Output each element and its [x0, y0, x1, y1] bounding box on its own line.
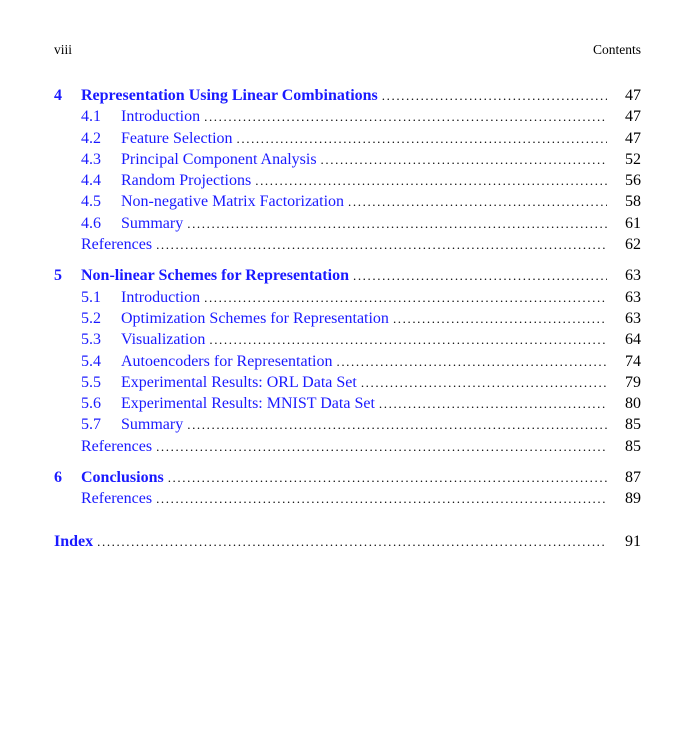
page-ref: 85 [625, 437, 641, 455]
leader-dots [156, 234, 607, 255]
leader-dots [353, 265, 607, 286]
chapter-title[interactable]: Conclusions [81, 469, 164, 487]
leader-dots [187, 213, 607, 234]
toc-section-4-6[interactable] [54, 213, 641, 234]
leader-dots [348, 191, 607, 212]
page-ref: 64 [625, 331, 641, 349]
leader-dots [321, 149, 607, 170]
chapter-title[interactable]: Representation Using Linear Combinations [81, 87, 378, 104]
section-number: 5.3 [81, 331, 101, 349]
references-link[interactable]: References [81, 236, 153, 254]
chapter-title[interactable]: Non-linear Schemes for Representation [81, 267, 349, 285]
page-ref: 85 [625, 416, 641, 434]
leader-dots [209, 329, 607, 350]
leader-dots [393, 308, 607, 329]
toc-references-6[interactable] [54, 488, 641, 509]
toc-section-4-4[interactable] [54, 170, 641, 191]
toc-references-5[interactable] [54, 436, 641, 457]
references-link[interactable]: References [81, 490, 153, 508]
toc-section-5-2[interactable] [54, 308, 641, 329]
page-ref: 74 [625, 352, 641, 370]
page-ref: 80 [625, 395, 641, 413]
toc-section-4-5[interactable] [54, 191, 641, 212]
references-link[interactable]: References [81, 437, 153, 455]
page-ref: 47 [625, 87, 641, 104]
toc-section-5-3[interactable] [54, 329, 641, 350]
section-number: 4.3 [81, 150, 101, 168]
section-title[interactable]: Summary [121, 214, 184, 232]
chapter-number: 6 [54, 469, 62, 487]
section-number: 4.2 [81, 129, 101, 147]
page-number: viii [54, 42, 73, 57]
section-title[interactable]: Experimental Results: ORL Data Set [121, 373, 357, 391]
leader-dots [361, 372, 607, 393]
section-title[interactable]: Feature Selection [121, 129, 233, 147]
chapter-number: 4 [54, 87, 62, 104]
leader-dots [187, 414, 607, 435]
page-ref: 63 [625, 288, 641, 306]
section-number: 4.6 [81, 214, 101, 232]
table-of-contents [54, 85, 641, 552]
page-header [54, 42, 641, 58]
leader-dots [156, 488, 607, 509]
leader-dots [168, 467, 607, 488]
leader-dots [97, 531, 607, 552]
section-title[interactable]: Introduction [121, 108, 201, 126]
page-ref: 91 [625, 532, 641, 550]
section-number: 5.6 [81, 395, 101, 413]
section-number: 5.7 [81, 416, 101, 434]
toc-section-5-6[interactable] [54, 393, 641, 414]
toc-section-5-7[interactable] [54, 414, 641, 435]
page-ref: 63 [625, 309, 641, 327]
toc-section-5-4[interactable] [54, 351, 641, 372]
page-ref: 89 [625, 490, 641, 508]
page-ref: 56 [625, 172, 641, 190]
section-title[interactable]: Autoencoders for Representation [121, 352, 333, 370]
section-title[interactable]: Summary [121, 416, 184, 434]
leader-dots [204, 287, 607, 308]
toc-section-4-3[interactable] [54, 149, 641, 170]
section-title[interactable]: Introduction [121, 288, 201, 306]
section-title[interactable]: Random Projections [121, 172, 252, 190]
chapter-number: 5 [54, 267, 62, 285]
page-ref: 87 [625, 469, 641, 487]
section-number: 4.5 [81, 193, 101, 211]
toc-index[interactable] [54, 531, 641, 552]
section-title[interactable]: Optimization Schemes for Representation [121, 309, 389, 327]
leader-dots [255, 170, 607, 191]
leader-dots [382, 85, 607, 106]
section-number: 5.5 [81, 373, 101, 391]
index-title[interactable]: Index [54, 532, 94, 550]
section-title[interactable]: Non-negative Matrix Factorization [121, 193, 345, 211]
page-ref: 52 [625, 150, 641, 168]
section-number: 4.1 [81, 108, 101, 126]
leader-dots [336, 351, 607, 372]
section-number: 4.4 [81, 172, 101, 190]
page-ref: 58 [625, 193, 641, 211]
section-title[interactable]: Visualization [121, 331, 206, 349]
page-ref: 62 [625, 236, 641, 254]
section-number: 5.1 [81, 288, 101, 306]
page-ref: 79 [625, 373, 641, 391]
leader-dots [204, 106, 607, 127]
section-number: 5.2 [81, 309, 101, 327]
page-ref: 61 [625, 214, 641, 232]
leader-dots [237, 128, 607, 149]
page-ref: 47 [625, 108, 641, 126]
toc-chapter-4[interactable] [54, 85, 641, 106]
running-title: Contents [592, 42, 641, 57]
page-ref: 47 [625, 129, 641, 147]
page-ref: 63 [625, 267, 641, 285]
toc-section-4-1[interactable] [54, 106, 641, 127]
section-title[interactable]: Principal Component Analysis [121, 150, 317, 168]
leader-dots [156, 436, 607, 457]
toc-section-4-2[interactable] [54, 128, 641, 149]
section-title[interactable]: Experimental Results: MNIST Data Set [121, 395, 375, 413]
toc-references-4[interactable] [54, 234, 641, 255]
toc-section-5-1[interactable] [54, 287, 641, 308]
toc-section-5-5[interactable] [54, 372, 641, 393]
toc-chapter-5[interactable] [54, 265, 641, 286]
section-number: 5.4 [81, 352, 101, 370]
toc-chapter-6[interactable] [54, 467, 641, 488]
leader-dots [379, 393, 607, 414]
